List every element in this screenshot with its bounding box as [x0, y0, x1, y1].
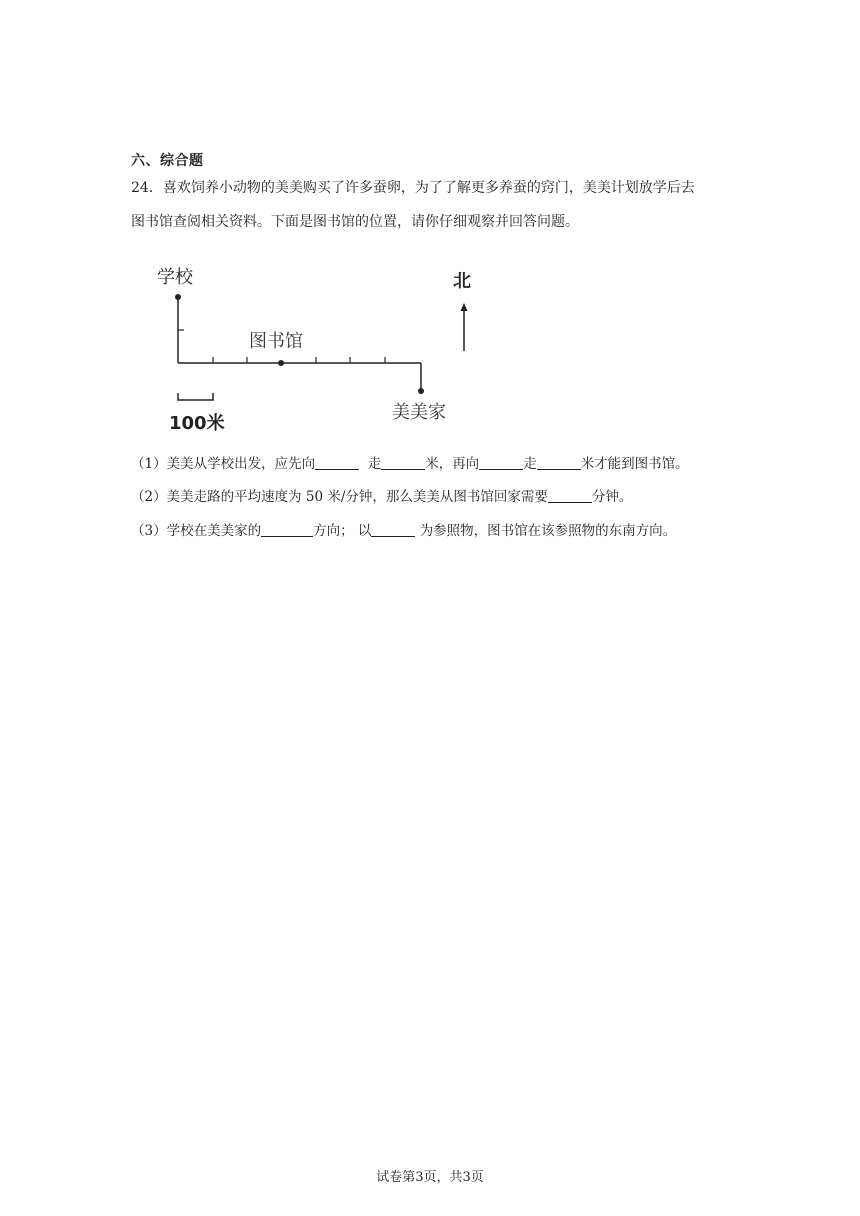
sub-question-3: （3）学校在美美家的 方向； 以 为参照物，图书馆在该参照物的东南方向。	[131, 523, 677, 539]
answer-blank[interactable]	[537, 455, 581, 470]
map-diagram	[140, 255, 500, 445]
school-label: 学校	[157, 267, 193, 288]
north-label: 北	[453, 271, 471, 292]
question-intro-line-2: 图书馆查阅相关资料。下面是图书馆的位置，请你仔细观察并回答问题。	[131, 214, 579, 230]
section-title: 六、综合题	[131, 153, 204, 169]
home-label: 美美家	[392, 402, 446, 423]
north-arrow-head-icon	[461, 303, 468, 311]
answer-blank[interactable]	[548, 488, 592, 503]
scale-label: 100米	[169, 413, 225, 434]
answer-blank[interactable]	[371, 522, 415, 537]
answer-blank[interactable]	[261, 522, 313, 537]
library-label: 图书馆	[249, 331, 303, 352]
answer-blank[interactable]	[381, 455, 425, 470]
answer-blank[interactable]	[315, 455, 359, 470]
home-point	[418, 388, 424, 394]
scale-bar	[178, 393, 213, 400]
question-intro-line-1: 24．喜欢饲养小动物的美美购买了许多蚕卵，为了了解更多养蚕的窍门，美美计划放学后去	[131, 180, 695, 196]
page-footer: 试卷第3页，共3页	[376, 1170, 484, 1185]
library-point	[278, 360, 284, 366]
sub-question-2: （2）美美走路的平均速度为 50 米/分钟，那么美美从图书馆回家需要 分钟。	[131, 489, 633, 505]
sub-question-1: （1）美美从学校出发，应先向 走 米，再向 走 米才能到图书馆。	[131, 456, 689, 472]
answer-blank[interactable]	[479, 455, 523, 470]
